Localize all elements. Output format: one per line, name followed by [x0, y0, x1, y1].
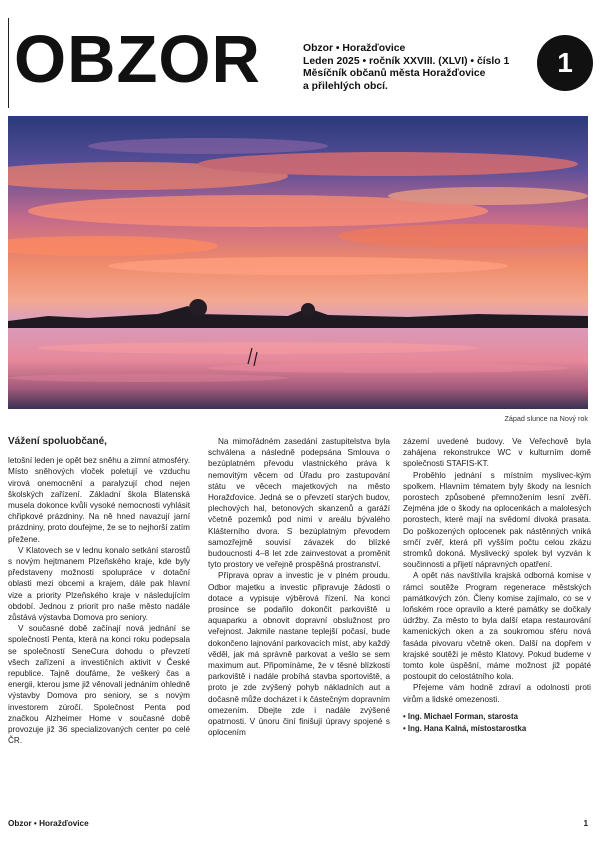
paragraph: Přejeme vám hodně zdraví a odolnosti proti virům a lidské omezenosti.	[403, 683, 591, 704]
signature-mayor: • Ing. Michael Forman, starosta	[403, 711, 591, 723]
meta-line-3: Měsíčník občanů města Horažďovice	[303, 68, 486, 79]
signatures	[403, 711, 591, 735]
article-column-3	[403, 436, 591, 735]
paragraph: letošní leden je opět bez sněhu a zimní atmosféry. Místo sněhových vloček poletují ve vzduchu virová onemocnění a paralyzují chod nejen školských zařízení. Základní škola Blatenská musela dokonce kvůli vysoké nemocnosti vyhlásit chřipkové prázdniny. Na ně hned navazují jarní prázdniny, proto doufejme, že se to nejhorší zatím přežene.	[8, 456, 190, 544]
article-column-2	[208, 436, 390, 738]
article-column-1	[8, 436, 190, 746]
issue-meta	[303, 43, 533, 93]
greeting: Vážení spoluobčané,	[8, 436, 107, 447]
issue-number-badge: 1	[537, 35, 593, 91]
paragraph: Proběhlo jednání s místním myslivec-kým spolkem. Hlavním tématem byly škody na lesních porostech způsobené přemnožením lesní zvěří. Zejména jde o škody na oplocenkách a malolesých porostech, které mají na svědomí divoká prasata. Do poškozených oplocenek pak nástěnných vniká srnčí zvěř, která při vyšším počtu celou zkázu stromků dokoná. Myslivecký spolek byl vyzván k součinnosti a přijetí nápravných opatření.	[403, 470, 591, 570]
signature-deputy: • Ing. Hana Kalná, místostarostka	[403, 723, 591, 735]
masthead-rule	[8, 18, 9, 108]
paragraph: V Klatovech se v lednu konalo setkání starostů s novým hejtmanem Plzeňského kraje, kde byly představeny možnosti spolupráce v dotační oblasti mezi obcemi a krajem, dále pak hlavní vize a priority Plzeňského kraje v následujícím období. Jednou z priorit pro naše město nadále zůstává výstavba Domova pro seniory.	[8, 545, 190, 623]
paragraph: V současné době začínají nová jednání se společností Penta, která na konci roku podepsala se společností SeneCura dohodu o převzetí všech zařízení a investičních aktivit v České republice. Tajně doufáme, že veškerý čas a energii, kterou jsme již věnovali jednáním ohledně výstavby Domova pro seniory, se s novým investorem zúročí. Společnost Penta pod značkou Alzheimer Home v současné době provozuje již 36 specializovaných center po celé ČR.	[8, 624, 190, 746]
paragraph: Příprava oprav a investic je v plném proudu. Odbor majetku a investic připravuje žádosti o dotace a vypisuje výběrová řízení. Na konci prosince se podařilo dokončit parkoviště u aquaparku a obnovit dopravní obslužnost pro veřejnost. Jakmile nastane teplejší počasí, bude dokončeno lajnování parkovacích míst, aby každý věděl, jak má správně parkovat a vešlo se sem maximum aut. Připomínáme, že v těsné blízkosti parkoviště i nadále probíhá stavba sportoviště, a proto je zde zvýšený pohyb nákladních aut a dočasně může docházet i k částečným dopravním omezením. Dbejte zde i nadále zvýšené opatrnosti. V únoru činí finišují úpravy spojené s oplocením	[208, 571, 390, 738]
footer-page-number: 1	[583, 819, 588, 828]
masthead-title: OBZOR	[14, 22, 261, 97]
meta-line-2: Leden 2025 • ročník XXVIII. (XLVI) • číslo 1	[303, 55, 510, 67]
paragraph: zázemí uvedené budovy. Ve Veřechově byla zahájena rekonstrukce WC v kulturním domě společnosti STAFIS-KT.	[403, 437, 591, 469]
photo-caption: Západ slunce na Nový rok	[504, 414, 588, 423]
meta-line-1: Obzor • Horažďovice	[303, 43, 406, 54]
meta-line-4: a přilehlých obcí.	[303, 80, 388, 92]
cover-photo	[8, 116, 588, 409]
footer-publication: Obzor • Horažďovice	[8, 819, 89, 828]
paragraph: Na mimořádném zasedání zastupitelstva byla schválena a následně podepsána Smlouva o bezúplatném převodu vlastnického práva k nemovitým věcem od Úřadu pro zastupování státu ve věcech majetkových na město Horažďovice. Jedná se o převzetí starých budov, plechových hal, betonových skanzenů a garáží včetně pozemků pod nimi v areálu bývalého Klášterního dvora. S bezúplatným převodem samozřejmě souvisí závazek do blízké budoucnosti 4–8 let zde zainvestovat a proměnit tyto prostory ve veřejně prospěšná prostranství.	[208, 437, 390, 570]
paragraph: A opět nás navštívila krajská odborná komise v rámci soutěže Program regenerace městských památkových zón. Členy komise zajímalo, co se v loňském roce opravilo a které památky se dočkaly údržby. Za město to byla další etapa restaurování kamenických oken a za soukromou sféru nová fasáda pivovaru včetně oken. Další na dopřem v krajské soutěži je město Klatovy. Pokud budeme v tomto kole úspěšní, máme možnost již popáté postoupit do celostátního kola.	[403, 571, 591, 682]
